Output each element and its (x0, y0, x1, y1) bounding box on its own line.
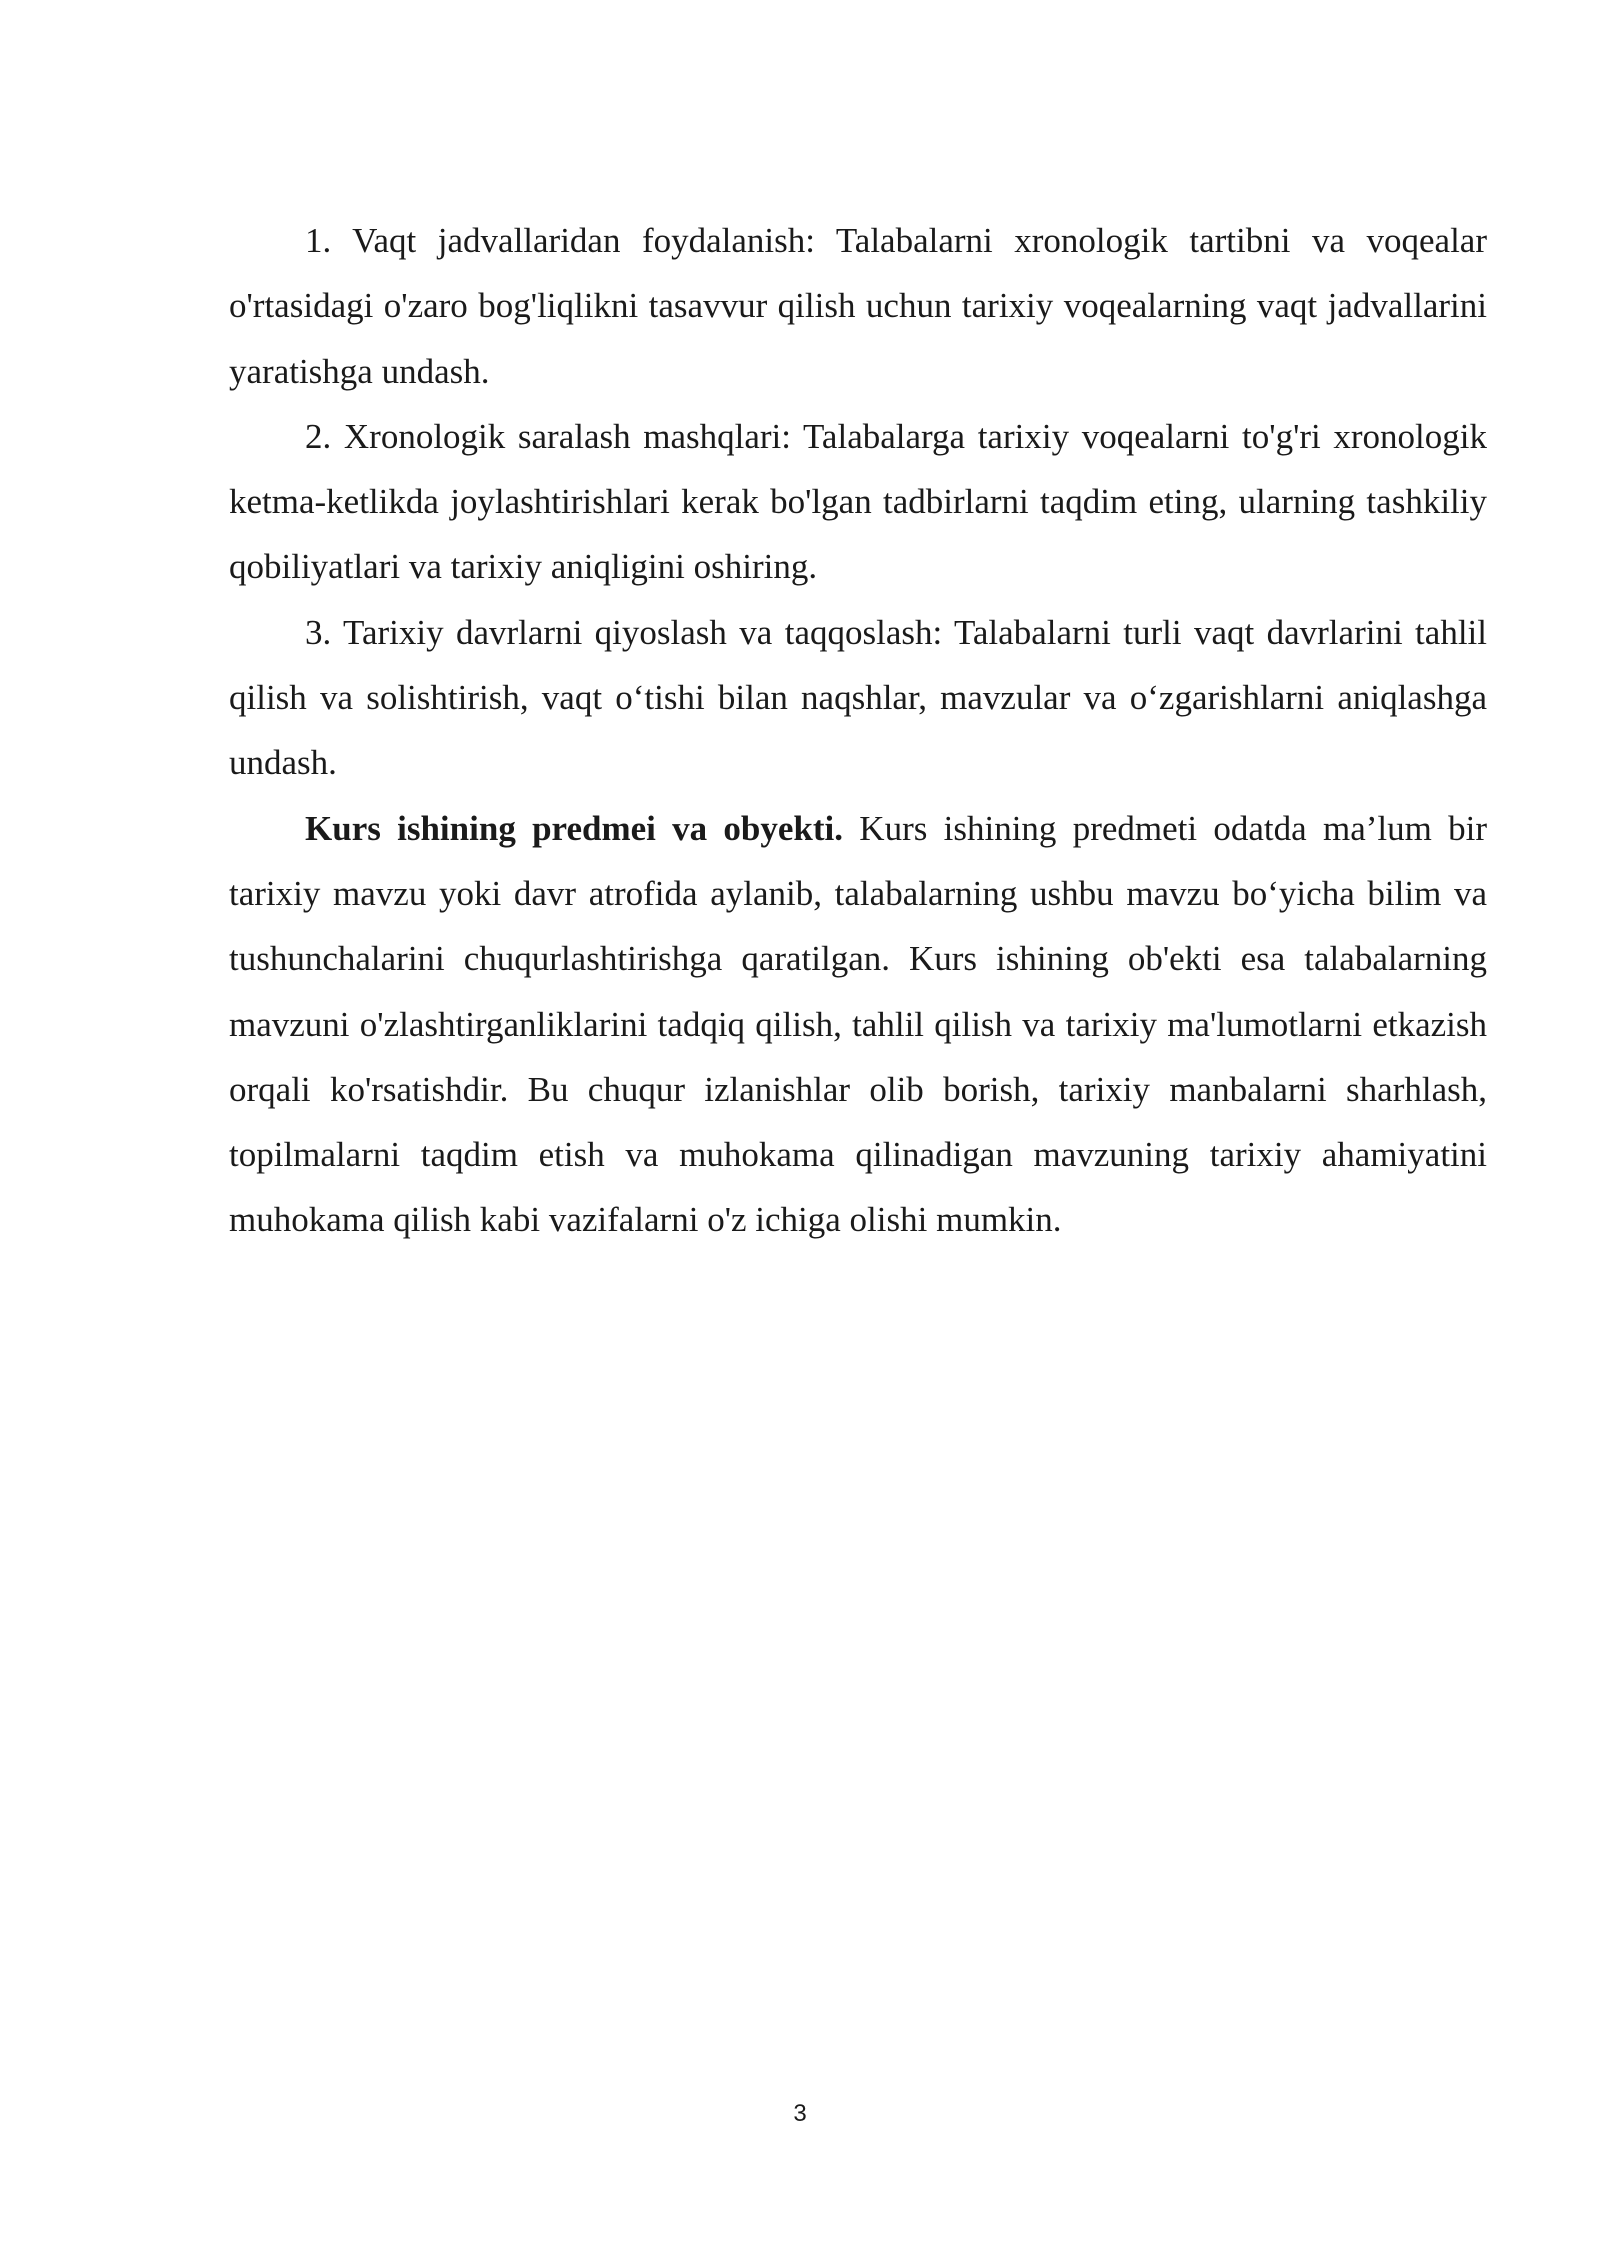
paragraph-heading: Kurs ishining predmei va obyekti. (305, 808, 844, 848)
paragraph-subject-object (229, 796, 1487, 1253)
paragraph-text: 1. Vaqt jadvallaridan foydalanish: Talabalarni xronologik tartibni va voqealar o'rtasidagi o'zaro bog'liqlikni tasavvur qilish uchun tarixiy voqealarning vaqt jadvallarini yaratishga undash. (229, 221, 1487, 391)
paragraph-text: 3. Tarixiy davrlarni qiyoslash va taqqoslash: Talabalarni turli vaqt davrlarini tahlil qilish va solishtirish, vaqt o‘tishi bilan naqshlar, mavzular va o‘zgarishlarni aniqlashga undash. (229, 612, 1487, 783)
paragraph-text: 2. Xronologik saralash mashqlari: Talabalarga tarixiy voqealarni to'g'ri xronologik ketma-ketlikda joylashtirishlari kerak bo'lgan tadbirlarni taqdim eting, ularning tashkiliy qobiliyatlari va tarixiy aniqligini oshiring. (229, 416, 1487, 587)
body-text (229, 208, 1487, 1253)
paragraph-period-comparison (229, 600, 1487, 796)
paragraph-text: Kurs ishining predmeti odatda ma’lum bir tarixiy mavzu yoki davr atrofida aylanib, talabalarning ushbu mavzu bo‘yicha bilim va tushunchalarini chuqurlashtirishga qaratilgan. Kurs ishining ob'ekti esa talabalarning mavzuni o'zlashtirganliklarini tadqiq qilish, tahlil qilish va tarixiy ma'lumotlarni etkazish orqali ko'rsatishdir. Bu chuqur izlanishlar olib borish, tarixiy manbalarni sharhlash, topilmalarni taqdim etish va muhokama qilinadigan mavzuning tarixiy ahamiyatini muhokama qilish kabi vazifalarni o'z ichiga olishi mumkin. (229, 808, 1487, 1240)
paragraph-timelines (229, 208, 1487, 404)
paragraph-chronological-sorting (229, 404, 1487, 600)
page-number: 3 (793, 2100, 807, 2127)
